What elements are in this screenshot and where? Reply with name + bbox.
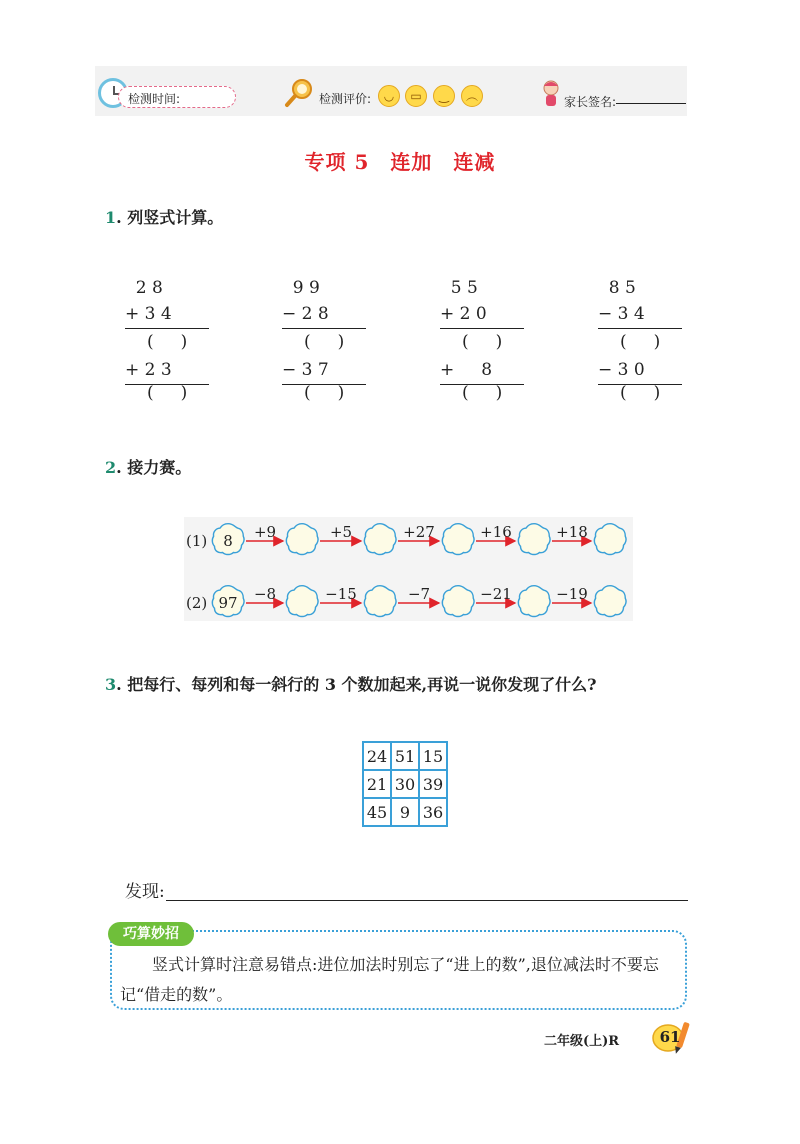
relay-cloud[interactable] (442, 586, 474, 617)
calc-operand-2: − 3 7 (282, 360, 329, 380)
grid-cell: 9 (391, 798, 419, 826)
vertical-calc-1 (125, 278, 215, 408)
time-label: 检测时间: (128, 92, 181, 106)
relay-2-start: 97 (218, 594, 238, 612)
relay-cloud[interactable] (594, 586, 626, 617)
relay-cloud[interactable] (518, 524, 550, 555)
sign-label: 家长签名: (564, 95, 617, 109)
relay-1-op-5: +18 (556, 523, 588, 541)
calc-answer-2[interactable]: ( ) (620, 383, 661, 403)
calc-operand-1: + 2 0 (440, 304, 487, 324)
calc-answer-2[interactable]: ( ) (147, 383, 188, 403)
relay-2-op-3: −7 (407, 585, 431, 603)
question-2-text: . 接力赛。 (116, 458, 192, 477)
magnifier-icon (284, 78, 314, 108)
calc-top-number: 9 9 (282, 278, 320, 298)
relay-1-label: (1) (186, 532, 208, 550)
relay-2-op-4: −21 (480, 585, 512, 603)
relay-1-op-3: +27 (403, 523, 435, 541)
question-3-number: 3 (105, 675, 117, 694)
relay-1-op-1: +9 (253, 523, 277, 541)
calc-operand-1: − 3 4 (598, 304, 645, 324)
girl-icon (537, 78, 565, 108)
question-2-number: 2 (105, 458, 117, 477)
found-answer-line[interactable] (166, 900, 688, 901)
number-grid (362, 741, 448, 827)
grade-label: 二年级(上)R (544, 1034, 620, 1049)
grid-cell: 15 (419, 742, 447, 770)
calc-rule (282, 328, 366, 329)
found-label: 发现: (125, 882, 165, 902)
sign-line[interactable] (616, 103, 686, 104)
relay-cloud[interactable] (442, 524, 474, 555)
calc-answer-1[interactable]: ( ) (304, 332, 345, 352)
calc-top-number: 8 5 (598, 278, 636, 298)
grid-cell: 36 (419, 798, 447, 826)
vertical-calc-2 (282, 278, 372, 408)
question-3-heading (105, 672, 597, 695)
grid-cell: 39 (419, 770, 447, 798)
relay-2-label: (2) (186, 594, 208, 612)
tip-badge: 巧算妙招 (108, 922, 194, 946)
relay-2-op-1: −8 (253, 585, 277, 603)
calc-answer-2[interactable]: ( ) (462, 383, 503, 403)
grid-row (363, 770, 447, 798)
calc-answer-1[interactable]: ( ) (147, 332, 188, 352)
relay-1-op-2: +5 (329, 523, 353, 541)
question-1-heading (105, 205, 223, 228)
calc-rule (440, 328, 524, 329)
calc-answer-1[interactable]: ( ) (462, 332, 503, 352)
question-1-number: 1 (105, 208, 117, 227)
calc-operand-1: − 2 8 (282, 304, 329, 324)
calc-rule (598, 328, 682, 329)
sweat-face-icon[interactable]: ‿ (433, 85, 455, 107)
relay-cloud[interactable] (286, 524, 318, 555)
grid-row (363, 742, 447, 770)
grid-cell: 24 (363, 742, 391, 770)
relay-cloud[interactable] (594, 524, 626, 555)
eval-label: 检测评价: (319, 92, 372, 106)
vertical-calc-3 (440, 278, 530, 408)
calc-operand-1: + 3 4 (125, 304, 172, 324)
page-number: 61 (659, 1028, 681, 1046)
relay-cloud[interactable] (286, 586, 318, 617)
calc-top-number: 2 8 (125, 278, 163, 298)
calc-answer-1[interactable]: ( ) (620, 332, 661, 352)
grid-cell: 51 (391, 742, 419, 770)
relay-2-op-2: −15 (325, 585, 357, 603)
calc-answer-2[interactable]: ( ) (304, 383, 345, 403)
grin-face-icon[interactable]: ▭ (405, 85, 427, 107)
sad-face-icon[interactable]: ︵ (461, 85, 483, 107)
relay-cloud[interactable] (518, 586, 550, 617)
question-2-heading (105, 455, 191, 478)
relay-2-op-5: −19 (556, 585, 588, 603)
calc-operand-2: − 3 0 (598, 360, 645, 380)
vertical-calc-4 (598, 278, 688, 408)
question-3-text: . 把每行、每列和每一斜行的 3 个数加起来,再说一说你发现了什么? (116, 675, 597, 694)
calc-rule (125, 328, 209, 329)
relay-1-op-4: +16 (480, 523, 512, 541)
question-1-text: . 列竖式计算。 (116, 208, 224, 227)
tip-text: 竖式计算时注意易错点:进位加法时别忘了“进上的数”,退位减法时不要忘记“借走的数”。 (120, 955, 659, 1004)
calc-top-number: 5 5 (440, 278, 478, 298)
grid-row (363, 798, 447, 826)
grid-cell: 45 (363, 798, 391, 826)
page-title: 专项 5 连加 连减 (304, 150, 496, 174)
calc-operand-2: + 8 (440, 360, 493, 380)
calc-operand-2: + 2 3 (125, 360, 172, 380)
grid-cell: 30 (391, 770, 419, 798)
relay-1-start: 8 (223, 532, 233, 550)
grid-cell: 21 (363, 770, 391, 798)
relay-cloud[interactable] (364, 586, 396, 617)
happy-face-icon[interactable]: ◡ (378, 85, 400, 107)
relay-cloud[interactable] (364, 524, 396, 555)
